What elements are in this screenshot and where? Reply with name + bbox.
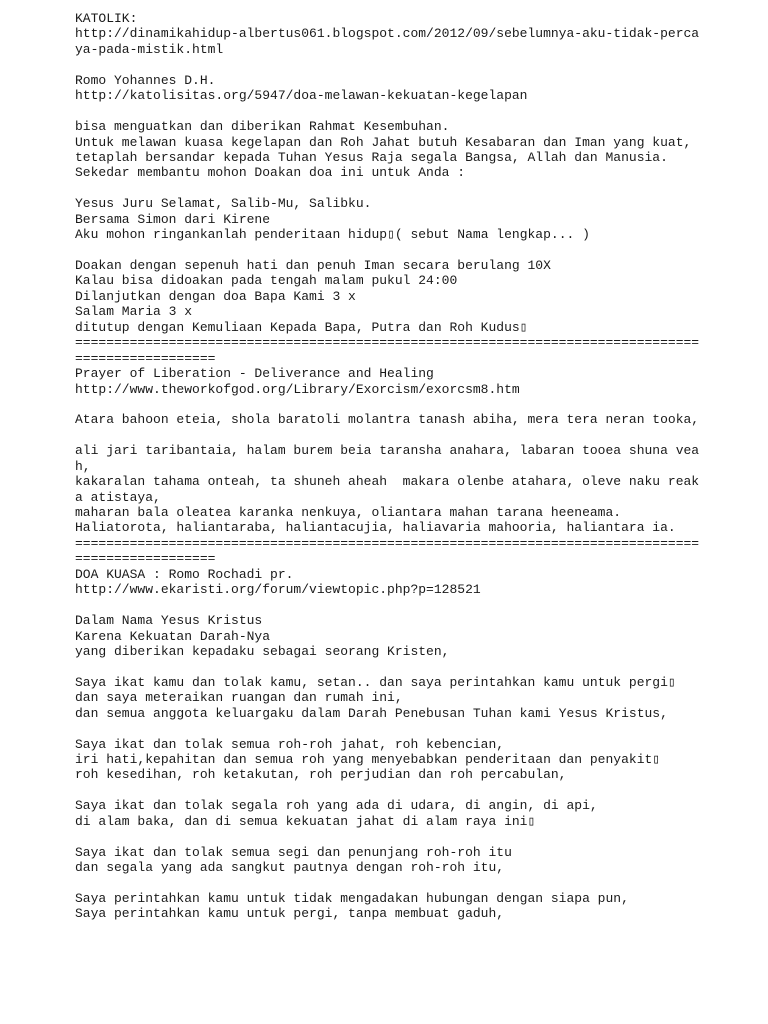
document-line: Doakan dengan sepenuh hati dan penuh Iman secara berulang 10X (75, 258, 551, 273)
document-line: DOA KUASA : Romo Rochadi pr. (75, 566, 294, 582)
document-line: ================== (75, 551, 216, 567)
document-line: Atara bahoon eteia, shola baratoli molantra tanash abiha, mera tera neran tooka, (75, 412, 700, 428)
document-line: kakaralan tahama onteah, ta shuneh aheah makara olenbe atahara, oleve naku reak (75, 474, 700, 490)
document-line: Yesus Juru Selamat, Salib-Mu, Salibku. (75, 196, 372, 212)
document-line: Saya ikat kamu dan tolak kamu, setan.. dan saya perintahkan kamu untuk pergi▯ (75, 674, 676, 690)
document-line: Saya ikat dan tolak semua roh-roh jahat, roh kebencian, (75, 736, 505, 752)
document-line: Saya ikat dan tolak semua segi dan penunjang roh-roh itu (75, 844, 512, 860)
document-line: KATOLIK: (75, 11, 138, 26)
document-line: Dalam Nama Yesus Kristus (75, 613, 263, 629)
document-line: a atistaya, (75, 489, 161, 505)
document-line: yang diberikan kepadaku sebagai seorang Kristen, (75, 643, 450, 659)
document-line: roh kesedihan, roh ketakutan, roh perjudian dan roh percabulan, (75, 767, 567, 783)
document-line: Aku mohon ringankanlah penderitaan hidup▯( sebut Nama lengkap... ) (75, 227, 590, 243)
document-line: http://www.theworkofgod.org/Library/Exorcism/exorcsm8.htm (75, 381, 520, 397)
document-line (75, 428, 755, 443)
document-line: dan semua anggota keluargaku dalam Darah Penebusan Tuhan kami Yesus Kristus, (75, 705, 668, 721)
document-line: dan segala yang ada sangkut pautnya dengan roh-roh itu, (75, 860, 505, 876)
document-line: Bersama Simon dari Kirene (75, 211, 271, 227)
document-line: Saya perintahkan kamu untuk tidak mengadakan hubungan dengan siapa pun, (75, 890, 629, 906)
document-line: Kalau bisa didoakan pada tengah malam pukul 24:00 (75, 273, 458, 289)
document-line: Saya ikat dan tolak segala roh yang ada di udara, di angin, di api, (75, 798, 598, 814)
document-line (75, 721, 755, 736)
document-line: http://dinamikahidup-albertus061.blogspot.com/2012/09/sebelumnya-aku-tidak-perca (75, 26, 700, 42)
document-line: Salam Maria 3 x (75, 304, 193, 320)
document-line: Karena Kekuatan Darah-Nya (75, 628, 271, 644)
document-line (75, 659, 755, 674)
document-line: iri hati,kepahitan dan semua roh yang menyebabkan penderitaan dan penyakit▯ (75, 752, 661, 767)
document-line: ================== (75, 350, 216, 366)
document-line: tetaplah bersandar kepada Tuhan Yesus Raja segala Bangsa, Allah dan Manusia. (75, 149, 668, 165)
document-line: maharan bala oleatea karanka nenkuya, oliantara mahan tarana heeneama. (75, 505, 622, 520)
document-line: bisa menguatkan dan diberikan Rahmat Kesembuhan. (75, 119, 450, 135)
document-line: Prayer of Liberation - Deliverance and Healing (75, 366, 434, 382)
document-line: Saya perintahkan kamu untuk pergi, tanpa membuat gaduh, (75, 906, 505, 922)
document-line: Dilanjutkan dengan doa Bapa Kami 3 x (75, 288, 356, 304)
document-line (75, 397, 755, 412)
document-line: http://www.ekaristi.org/forum/viewtopic.php?p=128521 (75, 582, 481, 598)
document-line: ================================================================================ (75, 335, 700, 351)
document-line (75, 598, 755, 613)
document-line (75, 104, 755, 119)
document-line: ali jari taribantaia, halam burem beia taransha anahara, labaran tooea shuna vea (75, 443, 700, 459)
document-line: http://katolisitas.org/5947/doa-melawan-kekuatan-kegelapan (75, 88, 528, 104)
document-line (75, 243, 755, 258)
document-line: di alam baka, dan di semua kekuatan jahat di alam raya ini▯ (75, 813, 536, 829)
document-line: Haliatorota, haliantaraba, haliantacujia, haliavaria mahooria, haliantara ia. (75, 520, 676, 536)
document-line: ================================================================================ (75, 535, 700, 551)
document-line: h, (75, 458, 91, 474)
document-text (75, 11, 755, 922)
document-line: Romo Yohannes D.H. (75, 72, 216, 88)
document-line (75, 829, 755, 844)
document-line: dan saya meteraikan ruangan dan rumah ini, (75, 690, 403, 706)
document-line: ya-pada-mistik.html (75, 41, 224, 57)
document-line (75, 783, 755, 798)
document-line (75, 876, 755, 891)
document-line (75, 57, 755, 72)
document-line: ditutup dengan Kemuliaan Kepada Bapa, Putra dan Roh Kudus▯ (75, 319, 528, 335)
document-line (75, 181, 755, 196)
document-line: Untuk melawan kuasa kegelapan dan Roh Jahat butuh Kesabaran dan Iman yang kuat, (75, 134, 692, 150)
document-line: Sekedar membantu mohon Doakan doa ini untuk Anda : (75, 165, 466, 181)
